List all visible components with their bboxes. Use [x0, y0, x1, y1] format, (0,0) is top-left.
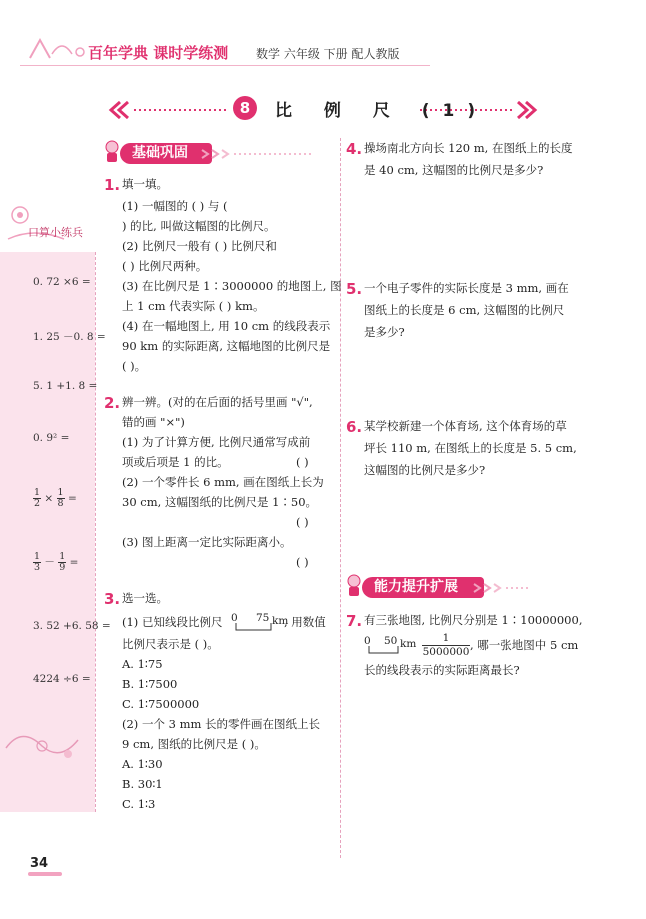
q5-number: 5.	[346, 280, 363, 298]
q3-line-end: , 用数值	[284, 615, 326, 629]
q7-line-scale: 0 50 km	[364, 633, 420, 657]
q2-answer-blank[interactable]: ( )	[296, 515, 309, 529]
calc-item: 0. 9² =	[33, 432, 70, 444]
section-basic-tail	[200, 148, 315, 160]
q2-answer-blank[interactable]: ( )	[296, 455, 309, 469]
q1-title: 填一填。	[122, 177, 168, 191]
q2-answer-blank[interactable]: ( )	[296, 555, 309, 569]
section-basic-banner: 基础巩固	[120, 143, 212, 164]
page-number: 34	[30, 856, 49, 871]
lesson-title: 比 例 尺 (1)	[275, 101, 489, 121]
q3-option[interactable]: A. 1∶75	[122, 657, 163, 671]
q6-line: 坪长 110 m, 在图纸上的长度是 5. 5 cm,	[364, 441, 577, 455]
girl-icon	[102, 140, 122, 164]
section-advanced-banner: 能力提升扩展	[362, 577, 484, 598]
calc-item: 5. 1 +1. 8 =	[33, 380, 98, 392]
q3-option[interactable]: A. 1∶30	[122, 757, 163, 771]
q1-line: ) 的比, 叫做这幅图的比例尺。	[122, 219, 276, 233]
q1-line: (1) 一幅图的 ( ) 与 (	[122, 199, 228, 213]
calc-item: 0. 72 ×6 =	[33, 276, 91, 288]
q1-line: ( )。	[122, 359, 147, 373]
q1-line: (4) 在一幅地图上, 用 10 cm 的线段表示	[122, 319, 331, 333]
q4-number: 4.	[346, 140, 363, 158]
lesson-number: 8	[233, 96, 257, 120]
q7-fraction-scale: 1 5000000	[422, 632, 470, 658]
q6-number: 6.	[346, 418, 363, 436]
q3-option[interactable]: C. 1∶7500000	[122, 697, 200, 711]
girl-icon	[344, 574, 364, 598]
q1-line: (3) 在比例尺是 1∶3000000 的地图上, 图	[122, 279, 342, 293]
q1-number: 1.	[104, 176, 121, 194]
calc-item: 1. 25 －0. 8 =	[33, 331, 106, 343]
q4-line: 是 40 cm, 这幅图的比例尺是多少?	[364, 163, 544, 177]
q3-line: (2) 一个 3 mm 长的零件画在图纸上长	[122, 717, 321, 731]
side-title: 口算小练兵	[28, 226, 83, 239]
calc-item: 4224 ÷6 =	[33, 673, 91, 685]
header-rule	[20, 65, 430, 66]
q6-line: 这幅图的比例尺是多少?	[364, 463, 486, 477]
q3-number: 3.	[104, 590, 121, 608]
q2-line: (2) 一个零件长 6 mm, 画在图纸上长为	[122, 475, 324, 489]
section-advanced-tail	[472, 582, 532, 594]
q1-line: (2) 比例尺一般有 ( ) 比例尺和	[122, 239, 277, 253]
header-logo	[22, 32, 88, 62]
calc-fraction-multiply: $\frac{1}{2}$ × $\frac{1}{8}$ =	[34, 487, 77, 509]
column-divider	[340, 138, 341, 858]
q7-line: , 哪一张地图中 5 cm	[470, 638, 579, 652]
q2-line: 30 cm, 这幅图纸的比例尺是 1∶50。	[122, 495, 318, 509]
q3-line-scale: 0 75 km	[231, 610, 291, 634]
calc-fraction-subtract: $\frac{1}{3}$ － $\frac{1}{9}$ =	[34, 551, 79, 573]
q2-number: 2.	[104, 394, 121, 412]
q5-line: 一个电子零件的实际长度是 3 mm, 画在	[364, 281, 569, 295]
q3-line: 9 cm, 图纸的比例尺是 ( )。	[122, 737, 266, 751]
calc-item: 3. 52 +6. 58 =	[33, 620, 111, 632]
q1-line: 90 km 的实际距离, 这幅地图的比例尺是	[122, 339, 331, 353]
q1-line: ( ) 比例尺两种。	[122, 259, 208, 273]
q3-option[interactable]: B. 1∶7500	[122, 677, 178, 691]
q7-number: 7.	[346, 612, 363, 630]
page-number-bar	[28, 872, 62, 876]
header-brand: 百年学典 课时学练测	[88, 44, 229, 62]
q3-line: 比例尺表示是 ( )。	[122, 637, 219, 651]
q3-line: (1) 已知线段比例尺	[122, 615, 223, 629]
q3-title: 选一选。	[122, 591, 168, 605]
q3-option[interactable]: C. 1∶3	[122, 797, 156, 811]
q2-line: (1) 为了计算方便, 比例尺通常写成前	[122, 435, 311, 449]
side-bottom-decoration	[2, 718, 94, 768]
q2-title-cont: 错的画 "×")	[122, 415, 185, 429]
q1-line: 上 1 cm 代表实际 ( ) km。	[122, 299, 265, 313]
q7-line: 有三张地图, 比例尺分别是 1∶10000000,	[364, 613, 583, 627]
q2-title: 辨一辨。(对的在后面的括号里画 "√",	[122, 395, 313, 409]
header-subtitle: 数学 六年级 下册 配人教版	[256, 47, 400, 61]
q7-line: 长的线段表示的实际距离最长?	[364, 663, 520, 677]
q2-line: 项或后项是 1 的比。	[122, 455, 229, 469]
q6-line: 某学校新建一个体育场, 这个体育场的草	[364, 419, 567, 433]
q2-line: (3) 图上距离一定比实际距离小。	[122, 535, 292, 549]
q3-option[interactable]: B. 30∶1	[122, 777, 163, 791]
q5-line: 图纸上的长度是 6 cm, 这幅图的比例尺	[364, 303, 565, 317]
q4-line: 操场南北方向长 120 m, 在图纸上的长度	[364, 141, 573, 155]
q5-line: 是多少?	[364, 325, 405, 339]
